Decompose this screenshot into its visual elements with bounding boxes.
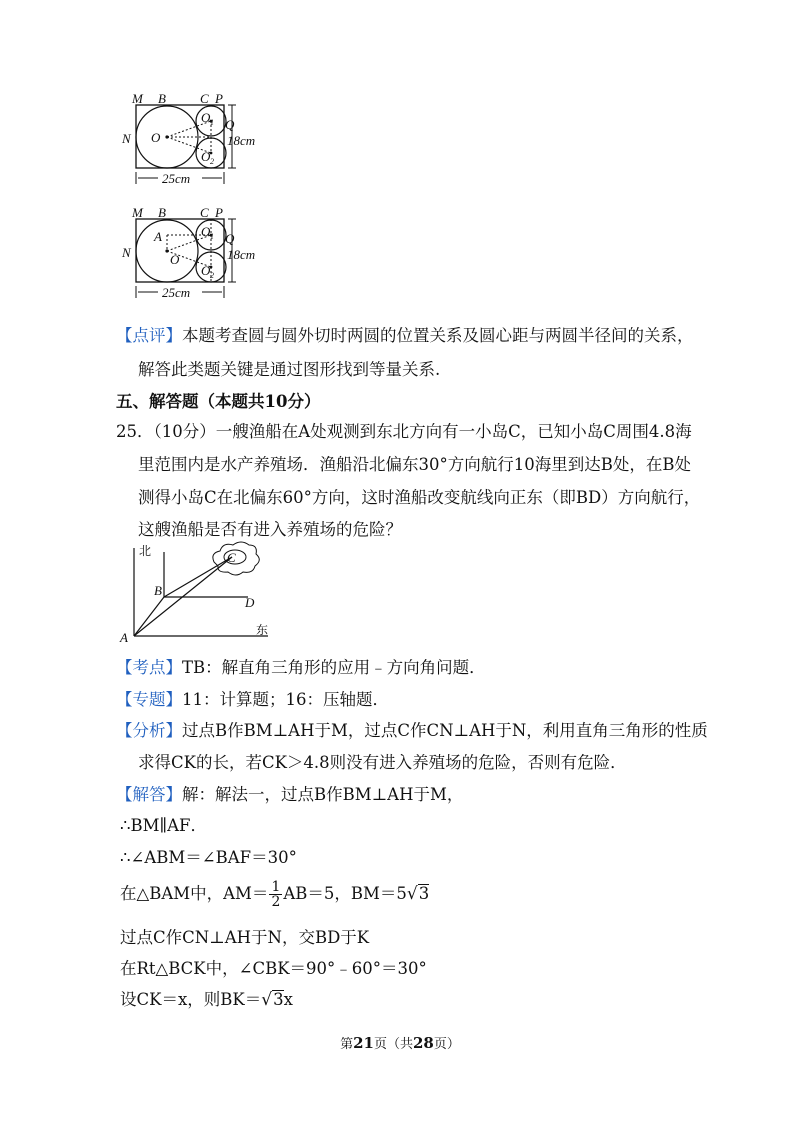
figure-direction	[118, 540, 278, 650]
label-o1-sub: 1	[210, 232, 214, 241]
label-p: P	[215, 92, 223, 106]
label-o: O	[151, 130, 161, 145]
step-2: ∴∠ABM＝∠BAF＝30°	[120, 848, 297, 867]
label-height: 18cm	[227, 133, 256, 148]
step-6	[120, 989, 293, 1011]
kaodian-text: TB：解直角三角形的应用﹣方向角问题．	[182, 658, 486, 677]
figure-direction-svg	[118, 540, 278, 650]
problem-line-1: 25．（10分）一艘渔船在A处观测到东北方向有一小岛C，已知小岛C周围4.8海	[116, 422, 692, 441]
label-n: N	[122, 245, 131, 260]
zhuanti-tag: 【专题】	[116, 690, 182, 709]
fraction-den: 2	[271, 894, 281, 910]
sqrt-icon: √	[406, 884, 418, 904]
problem-line-4: 这艘渔船是否有进入养殖场的危险？	[138, 520, 402, 539]
label-o2: O	[201, 263, 211, 278]
comment-text-1: 本题考查圆与圆外切时两圆的位置关系及圆心距与两圆半径间的关系，	[182, 326, 694, 345]
label-width: 25cm	[162, 171, 191, 186]
comment-line-1	[116, 325, 694, 347]
footer-a: 第	[340, 1037, 354, 1052]
step-5: 在Rt△BCK中，∠CBK＝90°﹣60°＝30°	[120, 959, 427, 978]
comment-tag: 【点评】	[116, 326, 182, 345]
footer-page: 21	[353, 1034, 374, 1052]
step-6-radicand: 3	[273, 990, 284, 1009]
sqrt-icon: √	[261, 990, 273, 1010]
label-n: N	[122, 131, 131, 146]
jieda-line	[116, 784, 463, 806]
label-c: C	[200, 206, 209, 220]
label-east: 东	[256, 623, 269, 637]
problem-line-2: 里范围内是水产养殖场．渔船沿北偏东30°方向航行10海里到达B处，在B处	[138, 455, 691, 474]
step-6-pre: 设CK＝x，则BK＝	[120, 990, 262, 1009]
label-o2-sub: 2	[210, 271, 214, 280]
label-b: B	[158, 206, 166, 220]
fraction-half	[269, 880, 282, 909]
footer-total: 28	[413, 1034, 434, 1052]
label-o1: O	[201, 110, 211, 125]
figure-circles-2	[118, 206, 268, 306]
step-3-radicand: 3	[418, 884, 430, 903]
label-m: M	[132, 206, 143, 220]
label-width: 25cm	[162, 285, 191, 300]
label-o2: O	[201, 149, 211, 164]
label-o2-sub: 2	[210, 157, 214, 166]
label-o1: O	[201, 224, 211, 239]
zhuanti-text: 11：计算题；16：压轴题．	[182, 690, 389, 709]
label-c: C	[200, 92, 209, 106]
comment-text-2: 解答此类题关键是通过图形找到等量关系.	[138, 360, 441, 379]
figure-circles-2-svg	[118, 206, 268, 306]
jieda-tag: 【解答】	[116, 785, 182, 804]
figure-circles-1	[118, 92, 268, 192]
label-d: D	[245, 595, 255, 610]
fenxi-tag: 【分析】	[116, 721, 182, 740]
step-3-pre: 在△BAM中，AM＝	[120, 884, 269, 903]
step-6-post: x	[283, 990, 293, 1009]
label-a: A	[120, 630, 128, 645]
step-4: 过点C作CN⊥AH于N，交BD于K	[120, 928, 370, 947]
label-b: B	[158, 92, 166, 106]
footer-c: 页）	[433, 1037, 460, 1052]
label-q: Q	[225, 117, 235, 132]
label-o: O	[170, 252, 180, 267]
label-height: 18cm	[227, 247, 256, 262]
step-1: ∴BM∥AF．	[120, 816, 208, 835]
kaodian-tag: 【考点】	[116, 658, 182, 677]
footer-b: 页（共	[373, 1037, 413, 1052]
page-footer	[0, 1033, 800, 1052]
step-3	[120, 879, 429, 909]
fenxi-text-1: 过点B作BM⊥AH于M，过点C作CN⊥AH于N，利用直角三角形的性质	[182, 721, 708, 740]
jieda-text: 解：解法一，过点B作BM⊥AH于M，	[182, 785, 464, 804]
problem-line-3: 测得小岛C在北偏东60°方向，这时渔船改变航线向正东（即BD）方向航行，	[138, 488, 701, 507]
section-title: 五、解答题（本题共10分）	[116, 392, 321, 411]
label-north: 北	[139, 544, 152, 558]
label-a: A	[154, 229, 162, 244]
fenxi-line-1	[116, 720, 708, 742]
label-c: C	[227, 550, 236, 565]
zhuanti-line	[116, 689, 389, 711]
fraction-num: 1	[271, 879, 281, 895]
label-o1-sub: 1	[210, 118, 214, 127]
figure-circles-1-svg	[118, 92, 268, 192]
label-m: M	[132, 92, 143, 106]
fenxi-text-2: 求得CK的长，若CK＞4.8则没有进入养殖场的危险，否则有危险．	[138, 753, 627, 772]
label-q: Q	[225, 231, 235, 246]
kaodian-line	[116, 657, 486, 679]
label-b: B	[154, 583, 162, 598]
label-p: P	[215, 206, 223, 220]
step-3-mid: AB＝5，BM＝5	[283, 884, 407, 903]
